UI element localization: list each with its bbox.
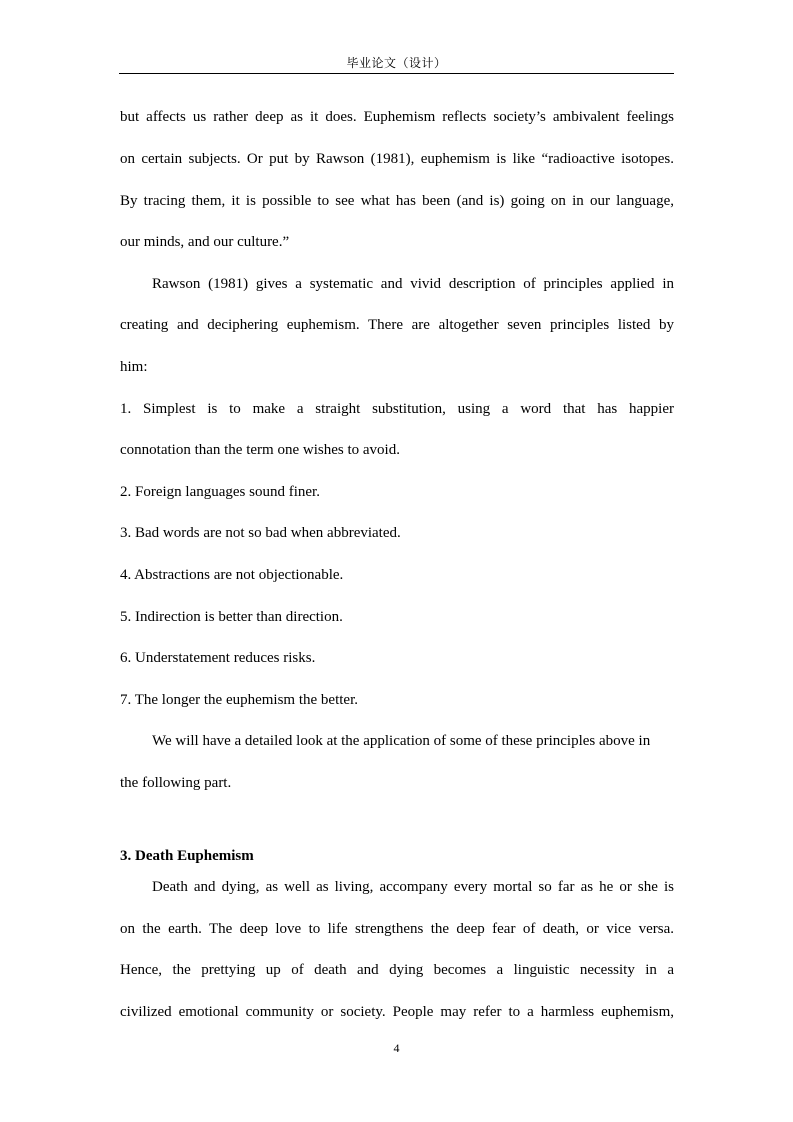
list-item: 2. Foreign languages sound finer. — [120, 484, 320, 500]
list-item-continuation: connotation than the term one wishes to avoid. — [120, 442, 400, 458]
page-header: 毕业论文（设计） — [346, 56, 447, 70]
section-heading: 3. Death Euphemism — [120, 848, 254, 864]
paragraph-line: on the earth. The deep love to life strengthens the deep fear of death, or vice versa. — [120, 921, 674, 937]
paragraph-line: We will have a detailed look at the application of some of these principles above in — [152, 733, 651, 749]
list-item: 1. Simplest is to make a straight substitution, using a word that has happier — [120, 401, 674, 417]
paragraph-line: on certain subjects. Or put by Rawson (1981), euphemism is like “radioactive isotopes. — [120, 151, 674, 167]
page-number: 4 — [393, 1041, 400, 1055]
list-item: 5. Indirection is better than direction. — [120, 609, 343, 625]
paragraph-line: Death and dying, as well as living, accompany every mortal so far as he or she is — [152, 879, 674, 895]
list-item: 7. The longer the euphemism the better. — [120, 692, 358, 708]
paragraph-line: Rawson (1981) gives a systematic and vivid description of principles applied in — [152, 276, 674, 292]
list-item: 4. Abstractions are not objectionable. — [120, 567, 344, 583]
paragraph-line: him: — [120, 359, 148, 375]
list-item: 6. Understatement reduces risks. — [120, 650, 316, 666]
paragraph-line: but affects us rather deep as it does. Euphemism reflects society’s ambivalent feelings — [120, 109, 674, 125]
header-rule — [119, 73, 674, 74]
paragraph-line: creating and deciphering euphemism. There are altogether seven principles listed by — [120, 317, 674, 333]
paragraph-line: Hence, the prettying up of death and dying becomes a linguistic necessity in a — [120, 962, 674, 978]
list-item: 3. Bad words are not so bad when abbreviated. — [120, 525, 401, 541]
paragraph-line: our minds, and our culture.” — [120, 234, 290, 250]
paragraph-line: the following part. — [120, 775, 232, 791]
paragraph-line: civilized emotional community or society. People may refer to a harmless euphemism, — [120, 1004, 674, 1020]
paragraph-line: By tracing them, it is possible to see what has been (and is) going on in our language, — [120, 193, 674, 209]
